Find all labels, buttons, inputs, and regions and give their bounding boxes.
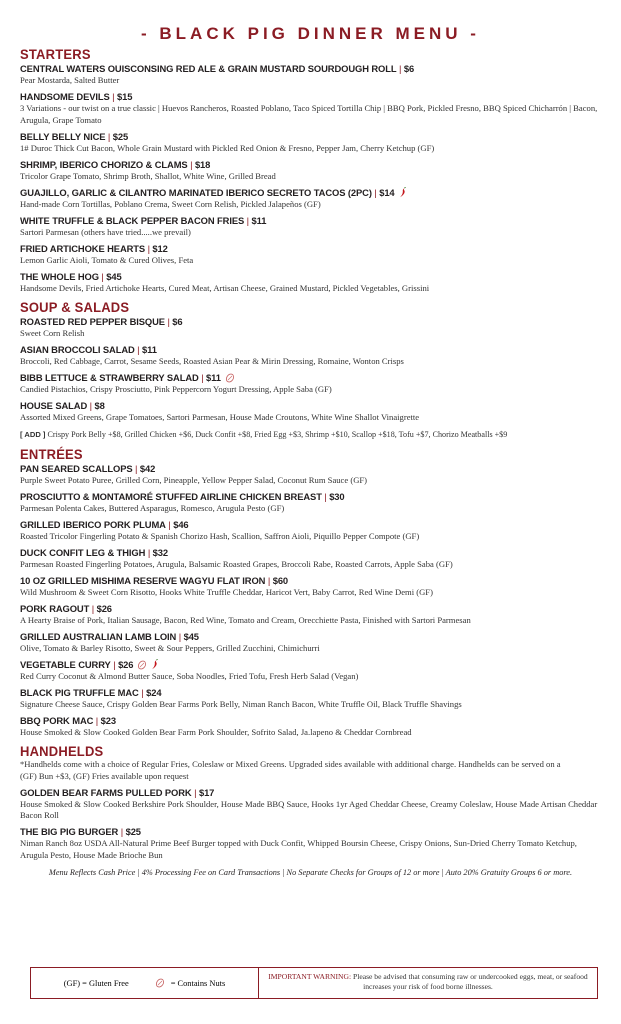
menu-item: [20, 603, 601, 627]
menu-item: [20, 463, 601, 487]
price-separator: |: [265, 574, 273, 586]
menu-item-name: ROASTED RED PEPPER BISQUE: [20, 316, 165, 327]
add-ons-text: Crispy Pork Belly +$8, Grilled Chicken +$6, Duck Confit +$8, Fried Egg +$3, Shrimp +$10, Scallop +$18, Tofu +$7, Chorizo Meatballs +$9: [47, 429, 508, 439]
menu-item-name: PORK RAGOUT: [20, 602, 90, 614]
menu-item-description: Signature Cheese Sauce, Crispy Golden Bear Farms Pork Belly, Niman Ranch Bacon, White Truffle Oil, Black Truffle Shavings: [20, 698, 462, 709]
menu-item: [20, 215, 601, 239]
menu-item-header: [20, 491, 601, 503]
menu-item-header: [20, 547, 601, 559]
menu-item-name: DUCK CONFIT LEG & THIGH: [20, 546, 146, 558]
menu-item-description: Wild Mushroom & Sweet Corn Risotto, Hooks White Truffle Cheddar, Haricot Vert, Baby Carrot, Red Wine Demi (GF): [20, 586, 433, 597]
chili-pepper-icon: [150, 659, 159, 670]
menu-item-description: Handsome Devils, Fried Artichoke Hearts, Cured Meat, Artisan Cheese, Grained Mustard, Pickled Vegetables, Grissini: [20, 282, 430, 293]
menu-item-header: [20, 659, 601, 671]
menu-item-price: $26: [96, 602, 112, 614]
chili-pepper-icon: [398, 187, 407, 198]
menu-item-description: Sartori Parmesan (others have tried.....we prevail): [20, 226, 191, 237]
menu-item-description: Tricolor Grape Tomato, Shrimp Broth, Shallot, White Wine, Grilled Bread: [20, 170, 276, 181]
menu-item-name: PROSCIUTTO & MONTAMORÉ STUFFED AIRLINE CHICKEN BREAST: [20, 490, 322, 502]
menu-item-price: $32: [152, 546, 169, 558]
price-separator: |: [105, 130, 113, 142]
menu-item-header: [20, 215, 601, 227]
price-separator: |: [109, 91, 118, 102]
policy-line: Menu Reflects Cash Price | 4% Processing Fee on Card Transactions | No Separate Checks for Groups of 12 or more | Auto 20% Gratuity Groups 6 or more.: [48, 868, 573, 877]
menu-item-description: House Smoked & Slow Cooked Golden Bear Farm Pork Shoulder, Sofrito Salad, Ja.lapeno & Cheddar Cornbread: [20, 726, 412, 737]
menu-item-name: GUAJILLO, GARLIC & CILANTRO MARINATED IBERICO SECRETO TACOS (2PC): [20, 186, 372, 198]
menu-item-description: A Hearty Braise of Pork, Italian Sausage, Bacon, Red Wine, Tomato and Cream, Orecchiette Pasta, Finished with Sartori Parmesan: [20, 614, 471, 625]
menu-item-name: GRILLED AUSTRALIAN LAMB LOIN: [20, 630, 177, 642]
menu-item-price: $25: [125, 826, 141, 837]
menu-item-header: [20, 603, 601, 615]
menu-item-header: [20, 715, 601, 727]
menu-item-name: BBQ PORK MAC: [20, 714, 94, 726]
menu-item: [20, 372, 601, 396]
menu-item-header: [20, 243, 601, 255]
menu-item: [20, 547, 601, 571]
menu-item-description: Niman Ranch 8oz USDA All-Natural Prime Beef Burger topped with Duck Confit, Whipped Boursin Cheese, Crispy Onions, Sun-Dried Cherry Tomato Ketchup, Arugula Pesto, House Made Brioche Bun: [20, 838, 577, 860]
menu-item-header: [20, 519, 601, 531]
menu-item-price: $45: [106, 270, 122, 282]
warning-label: IMPORTANT WARNING:: [268, 972, 352, 981]
menu-item-price: $17: [198, 786, 215, 798]
menu-item-name: GOLDEN BEAR FARMS PULLED PORK: [20, 786, 192, 798]
warning-body: Please be advised that consuming raw or undercooked eggs, meat, or seafood increases your risk of food borne illnesses.: [351, 972, 588, 991]
menu-item-price: $60: [272, 574, 289, 586]
menu-item: [20, 400, 601, 424]
legend-left: [31, 968, 259, 998]
menu-item-description: 3 Variations - our twist on a true classic | Huevos Rancheros, Roasted Poblano, Taco Spiced Tortilla Chip | BBQ Pork, Pickled Fresno, BBQ Spiced Chicharrón | Bacon, Arugula, Grape Tomato: [20, 103, 598, 125]
menu-item-header: [20, 159, 601, 171]
menu-item-name: BLACK PIG TRUFFLE MAC: [20, 686, 139, 698]
menu-item: [20, 715, 601, 739]
price-separator: |: [134, 344, 143, 355]
price-separator: |: [371, 186, 380, 198]
price-separator: |: [191, 786, 199, 798]
price-separator: |: [98, 270, 107, 282]
price-separator: |: [138, 686, 147, 698]
menu-item-name: HOUSE SALAD: [20, 400, 88, 411]
menu-item: [20, 344, 601, 368]
price-separator: |: [198, 372, 207, 383]
menu-item-header: [20, 631, 601, 643]
legend-nuts: = Contains Nuts: [170, 978, 226, 988]
add-ons-label: [ ADD ]: [20, 429, 46, 439]
menu-item: [20, 687, 601, 711]
menu-item: [20, 631, 601, 655]
menu-item-description: Parmesan Roasted Fingerling Potatoes, Arugula, Balsamic Roasted Grapes, Broccoli Rabe, Roasted Carrots, Apple Saba (GF): [20, 558, 453, 569]
menu-title: - BLACK PIG DINNER MENU -: [141, 24, 480, 43]
menu-item-description: Pear Mostarda, Salted Butter: [20, 75, 120, 85]
menu-item: [20, 91, 601, 126]
menu-item: [20, 575, 601, 599]
menu-item-price: $42: [139, 462, 156, 474]
menu-item-description: Broccoli, Red Cabbage, Carrot, Sesame Seeds, Roasted Asian Pear & Mirin Dressing, Romaine, Wonton Crisps: [20, 356, 404, 366]
price-separator: |: [110, 658, 119, 670]
menu-item: [20, 243, 601, 267]
menu-item-price: $14: [379, 186, 395, 198]
menu-item-price: $30: [329, 490, 345, 502]
menu-item-price: $6: [172, 316, 183, 327]
menu-item: [20, 826, 601, 861]
menu-item-description: Parmesan Polenta Cakes, Buttered Asparagus, Romesco, Arugula Pesto (GF): [20, 502, 285, 513]
price-separator: |: [93, 714, 101, 726]
menu-item-header: [20, 372, 601, 384]
menu-item-header: [20, 316, 601, 328]
price-separator: |: [187, 158, 195, 170]
price-separator: |: [145, 242, 153, 254]
warning-text: [259, 968, 597, 998]
menu-item-name: SHRIMP, IBERICO CHORIZO & CLAMS: [20, 158, 188, 170]
section-heading: ENTRÉES: [20, 445, 83, 462]
menu-item-header: [20, 826, 601, 838]
menu-item-name: ASIAN BROCCOLI SALAD: [20, 344, 135, 355]
menu-item: [20, 131, 601, 155]
price-separator: |: [176, 630, 184, 642]
legend-gluten-free: (GF) = Gluten Free: [63, 978, 129, 988]
menu-item-name: GRILLED IBERICO PORK PLUMA: [20, 518, 166, 530]
nut-icon: [137, 660, 147, 670]
section-heading: HANDHELDS: [20, 743, 104, 760]
menu-item-description: Olive, Tomato & Barley Risotto, Sweet & Sour Peppers, Grilled Zucchini, Chimichurri: [20, 642, 320, 653]
menu-item-price: $8: [94, 400, 105, 411]
menu-item-header: [20, 187, 601, 199]
menu-item-name: 10 OZ GRILLED MISHIMA RESERVE WAGYU FLAT IRON: [20, 574, 266, 586]
menu-item-header: [20, 575, 601, 587]
price-separator: |: [132, 462, 140, 474]
price-separator: |: [244, 214, 252, 226]
menu-item: [20, 659, 601, 683]
menu-item-name: THE BIG PIG BURGER: [20, 826, 119, 837]
menu-item-price: $6: [403, 63, 415, 74]
section-intro: *Handhelds come with a choice of Regular Fries, Coleslaw or Mixed Greens. Upgraded sides available with additional charge. Handhelds can be served on a (GF) Bun +$3, (GF) Fries available upon request: [20, 759, 561, 781]
menu-item: [20, 159, 601, 183]
menu-item: [20, 271, 601, 295]
menu-item-name: THE WHOLE HOG: [20, 270, 99, 282]
menu-item-name: BIBB LETTUCE & STRAWBERRY SALAD: [20, 372, 199, 383]
price-separator: |: [118, 826, 126, 837]
price-separator: |: [87, 400, 95, 411]
menu-item-price: $25: [112, 130, 129, 142]
menu-item-description: 1# Duroc Thick Cut Bacon, Whole Grain Mustard with Pickled Red Onion & Fresno, Pepper Jam, Cherry Ketchup (GF): [20, 142, 435, 153]
menu-item-price: $15: [117, 91, 133, 102]
add-ons-line: [20, 429, 601, 441]
menu-item: [20, 316, 601, 340]
menu-item-price: $12: [152, 242, 168, 254]
price-separator: |: [165, 518, 174, 530]
menu-item-price: $11: [142, 344, 157, 355]
menu-item: [20, 63, 601, 87]
menu-item-header: [20, 91, 601, 103]
menu-item-price: $46: [173, 518, 189, 530]
menu-item-header: [20, 463, 601, 475]
price-separator: |: [396, 63, 404, 74]
menu-item-name: VEGETABLE CURRY: [20, 658, 111, 670]
menu-item-name: CENTRAL WATERS OUISCONSING RED ALE & GRAIN MUSTARD SOURDOUGH ROLL: [20, 63, 397, 74]
menu-item-description: Candied Pistachios, Crispy Prosciutto, Pink Peppercorn Yogurt Dressing, Apple Saba (GF): [20, 384, 332, 394]
menu-item-header: [20, 400, 601, 412]
menu-item-header: [20, 63, 601, 75]
menu-item: [20, 491, 601, 515]
menu-item-price: $24: [146, 686, 162, 698]
menu-item-header: [20, 344, 601, 356]
menu-item-description: Hand-made Corn Tortillas, Poblano Crema, Sweet Corn Relish, Pickled Jalapeños (GF): [20, 198, 321, 209]
menu-body: [20, 46, 601, 861]
menu-item-description: Roasted Tricolor Fingerling Potato & Spanish Chorizo Hash, Scallion, Saffron Aioli, Piquillo Pepper Compote (GF): [20, 530, 420, 541]
menu-item-price: $11: [206, 372, 221, 383]
price-separator: |: [164, 316, 173, 327]
menu-item-description: Assorted Mixed Greens, Grape Tomatoes, Sartori Parmesan, House Made Croutons, White Wine Shallot Vinaigrette: [20, 412, 420, 422]
menu-item-price: $23: [100, 714, 116, 726]
menu-item-header: [20, 271, 601, 283]
menu-item-price: $26: [118, 658, 134, 670]
menu-item-header: [20, 131, 601, 143]
menu-item-description: Red Curry Coconut & Almond Butter Sauce, Soba Noodles, Fried Tofu, Fresh Herb Salad (Vegan): [20, 670, 359, 681]
menu-item: [20, 787, 601, 822]
price-separator: |: [145, 546, 153, 558]
menu-item-price: $18: [194, 158, 211, 170]
menu-item: [20, 187, 601, 211]
menu-item-price: $11: [251, 214, 267, 226]
section-heading: STARTERS: [20, 46, 91, 63]
menu-item: [20, 519, 601, 543]
menu-item-name: FRIED ARTICHOKE HEARTS: [20, 242, 146, 254]
nut-icon: [225, 373, 235, 383]
menu-item-description: Sweet Corn Relish: [20, 328, 85, 338]
menu-item-description: Lemon Garlic Aioli, Tomato & Cured Olives, Feta: [20, 254, 194, 265]
menu-item-name: PAN SEARED SCALLOPS: [20, 462, 133, 474]
menu-item-description: Purple Sweet Potato Puree, Grilled Corn, Pineapple, Yellow Pepper Salad, Coconut Rum Sauce (GF): [20, 474, 368, 485]
menu-item-name: WHITE TRUFFLE & BLACK PEPPER BACON FRIES: [20, 214, 245, 226]
menu-item-header: [20, 787, 601, 799]
legend-box: [30, 967, 598, 999]
menu-item-description: House Smoked & Slow Cooked Berkshire Pork Shoulder, House Made BBQ Sauce, Hooks 1yr Aged Cheddar Cheese, Creamy Coleslaw, House Made Artisan Cheddar Bacon Roll: [20, 798, 598, 820]
menu-item-name: BELLY BELLY NICE: [20, 130, 106, 142]
menu-item-price: $45: [183, 630, 199, 642]
price-separator: |: [321, 490, 330, 502]
price-separator: |: [89, 602, 97, 614]
section-heading: SOUP & SALADS: [20, 299, 130, 316]
menu-item-name: HANDSOME DEVILS: [20, 91, 110, 102]
menu-item-header: [20, 687, 601, 699]
nut-icon: [155, 978, 165, 988]
